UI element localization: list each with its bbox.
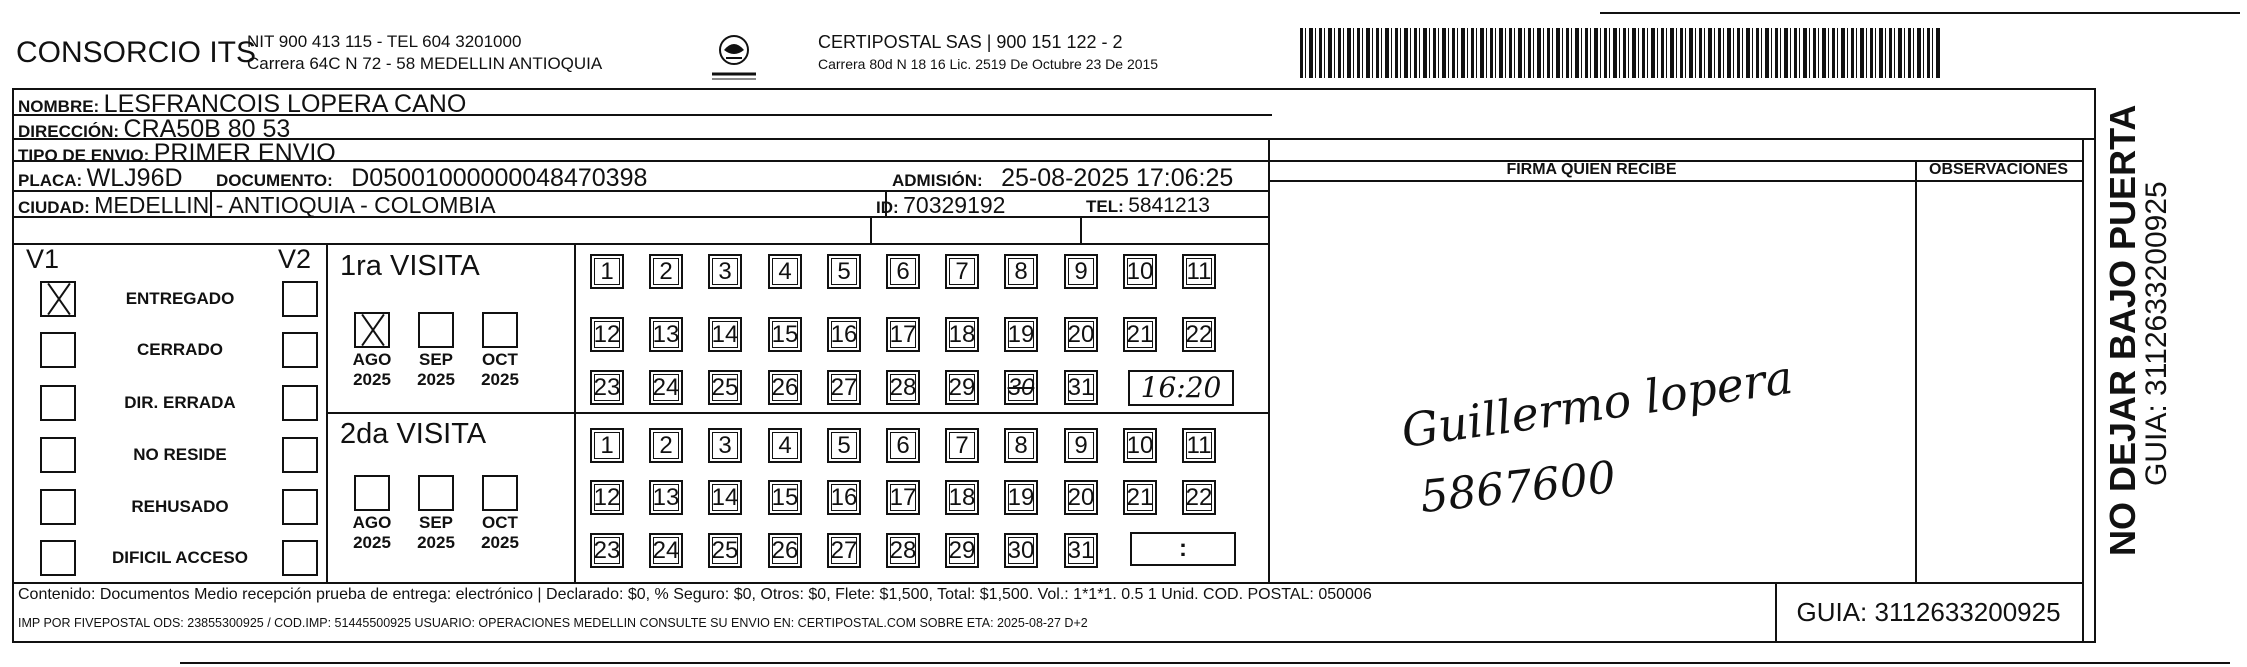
second-visit-day-box[interactable]: 14: [708, 480, 742, 515]
shipment-barcode: [1300, 28, 1940, 78]
second-visit-month-label: [473, 513, 527, 553]
first-visit-day-box[interactable]: 19: [1004, 317, 1038, 352]
first-visit-month-checkbox-ago[interactable]: [354, 312, 390, 348]
month-year: 2025: [481, 533, 519, 552]
observations-title: OBSERVACIONES: [1929, 161, 2068, 178]
status-option-label: CERRADO: [137, 340, 223, 359]
footer-guia: GUIA: 3112633200925: [1796, 597, 2061, 627]
side-guia: GUIA: 3112633200925: [2140, 181, 2173, 486]
signature-name: Guillermo lopera: [1398, 349, 1796, 459]
first-visit-day-box[interactable]: 9: [1064, 254, 1098, 289]
tel-label: TEL:: [1086, 197, 1124, 216]
first-visit-day-box[interactable]: 11: [1182, 254, 1216, 289]
first-visit-day-box[interactable]: 20: [1064, 317, 1098, 352]
second-visit-month-checkbox-sep[interactable]: [418, 475, 454, 511]
carrier-address: Carrera 80d N 18 16 Lic. 2519 De Octubre 23 De 2015: [818, 56, 1159, 72]
first-visit-day-box[interactable]: 2: [649, 254, 683, 289]
second-visit-day-box[interactable]: 27: [827, 533, 861, 568]
first-visit-day-box[interactable]: 8: [1004, 254, 1038, 289]
second-visit-day-box[interactable]: 22: [1182, 480, 1216, 515]
second-visit-day-box[interactable]: 18: [945, 480, 979, 515]
second-visit-day-box[interactable]: 16: [827, 480, 861, 515]
second-visit-day-box[interactable]: 24: [649, 533, 683, 568]
first-visit-month-label: [473, 350, 527, 390]
status-option-label: ENTREGADO: [125, 289, 235, 308]
first-visit-day-box[interactable]: 12: [590, 317, 624, 352]
month-name: AGO: [352, 513, 392, 532]
v2-checkbox-4[interactable]: [282, 437, 318, 473]
second-visit-day-box[interactable]: 23: [590, 533, 624, 568]
first-visit-day-box[interactable]: 18: [945, 317, 979, 352]
second-visit-day-box[interactable]: 12: [590, 480, 624, 515]
company-nit: NIT 900 413 115 - TEL 604 3201000: [247, 32, 522, 51]
address-label: DIRECCIÓN:: [18, 122, 120, 141]
second-visit-month-label: [345, 513, 399, 553]
footer-print-line: IMP POR FIVEPOSTAL ODS: 23855300925 / COD.IMP: 51445500925 USUARIO: OPERACIONES MEDELLIN CONSULTE SU ENVIO EN: CERTIPOSTAL.COM SOBRE ETA: 2025-08-27 D+2: [18, 616, 1088, 630]
month-name: AGO: [352, 350, 392, 369]
plate-value: WLJ96D: [86, 164, 183, 192]
recipient-address: CRA50B 80 53: [123, 115, 291, 143]
second-visit-day-box[interactable]: 1: [590, 428, 624, 463]
first-visit-day-box[interactable]: 1: [590, 254, 624, 289]
v2-label: V2: [278, 244, 312, 274]
document-cell: [216, 164, 647, 193]
signature-area: [1270, 182, 1913, 580]
second-visit-day-box[interactable]: 10: [1123, 428, 1157, 463]
second-visit-title: 2da VISITA: [340, 418, 487, 450]
month-year: 2025: [417, 533, 455, 552]
second-visit-day-box[interactable]: 5: [827, 428, 861, 463]
observations-area: [1917, 182, 2080, 580]
first-visit-day-box[interactable]: 7: [945, 254, 979, 289]
second-visit-day-box[interactable]: 9: [1064, 428, 1098, 463]
first-visit-month-label: [345, 350, 399, 390]
first-visit-day-box[interactable]: 27: [827, 370, 861, 405]
company-address: Carrera 64C N 72 - 58 MEDELLIN ANTIOQUIA: [247, 54, 603, 73]
second-visit-month-label: [409, 513, 463, 553]
admission-value: 25-08-2025 17:06:25: [1001, 164, 1234, 192]
second-visit-month-checkbox-ago[interactable]: [354, 475, 390, 511]
footer-content-line: Contenido: Documentos Medio recepción prueba de entrega: electrónico | Declarado: $0, % Seguro: $0, Otros: $0, Flete: $1,500, Total: $1,500. Vol.: 1*1*1. 0.5 1 Unid. COD. POSTAL: 050006: [18, 586, 1372, 603]
second-visit-day-box[interactable]: 11: [1182, 428, 1216, 463]
first-visit-time: 16:20: [1128, 370, 1234, 406]
first-visit-title: 1ra VISITA: [340, 250, 480, 282]
v1-checkbox-3[interactable]: [40, 385, 76, 421]
v1-checkbox-2[interactable]: [40, 332, 76, 368]
month-year: 2025: [353, 370, 391, 389]
second-visit-day-box[interactable]: 3: [708, 428, 742, 463]
company-name: CONSORCIO ITS: [16, 36, 257, 69]
city-cell: [18, 192, 496, 219]
v1-checkbox-1[interactable]: [40, 281, 76, 317]
second-visit-day-box[interactable]: 13: [649, 480, 683, 515]
signature-title: FIRMA QUIEN RECIBE: [1506, 161, 1677, 178]
status-option-label: NO RESIDE: [133, 445, 227, 464]
second-visit-day-box[interactable]: 29: [945, 533, 979, 568]
status-option-label: REHUSADO: [131, 497, 229, 516]
id-value: 70329192: [903, 192, 1006, 218]
second-visit-day-box[interactable]: 26: [768, 533, 802, 568]
first-visit-day-box[interactable]: 14: [708, 317, 742, 352]
second-visit-day-box[interactable]: 25: [708, 533, 742, 568]
v2-checkbox-6[interactable]: [282, 540, 318, 576]
document-label: DOCUMENTO:: [216, 171, 333, 190]
first-visit-day-box[interactable]: 17: [886, 317, 920, 352]
tel-value: 5841213: [1128, 194, 1210, 217]
v2-checkbox-3[interactable]: [282, 385, 318, 421]
second-visit-day-box[interactable]: 2: [649, 428, 683, 463]
admission-cell: [892, 164, 1233, 193]
second-visit-day-box[interactable]: 21: [1123, 480, 1157, 515]
send-type-label: TIPO DE ENVIO:: [18, 146, 150, 165]
certipostal-logo: [706, 28, 762, 86]
second-visit-day-box[interactable]: 20: [1064, 480, 1098, 515]
first-visit-day-box[interactable]: 26: [768, 370, 802, 405]
v1-checkbox-4[interactable]: [40, 437, 76, 473]
second-visit-day-box[interactable]: 15: [768, 480, 802, 515]
city-label: CIUDAD:: [18, 198, 90, 217]
v2-checkbox-1[interactable]: [282, 281, 318, 317]
second-visit-day-box[interactable]: 4: [768, 428, 802, 463]
certipostal-logo-icon: [706, 28, 762, 86]
second-visit-day-box[interactable]: 19: [1004, 480, 1038, 515]
send-type: PRIMER ENVIO: [153, 139, 336, 167]
second-visit-day-box[interactable]: 30: [1004, 533, 1038, 568]
plate-cell: [18, 164, 183, 193]
second-visit-day-box[interactable]: 17: [886, 480, 920, 515]
v2-checkbox-5[interactable]: [282, 489, 318, 525]
first-visit-day-box[interactable]: 30: [1004, 370, 1038, 405]
document-value: D05001000000048470398: [351, 164, 648, 192]
status-option-label: DIR. ERRADA: [124, 393, 236, 412]
month-name: SEP: [418, 513, 454, 532]
plate-label: PLACA:: [18, 171, 83, 190]
admission-label: ADMISIÓN:: [892, 171, 983, 190]
second-visit-day-box[interactable]: 6: [886, 428, 920, 463]
month-year: 2025: [481, 370, 519, 389]
v1-checkbox-5[interactable]: [40, 489, 76, 525]
first-visit-day-box[interactable]: 5: [827, 254, 861, 289]
status-option-label: DIFICIL ACCESO: [111, 548, 248, 567]
first-visit-month-label: [409, 350, 463, 390]
second-visit-day-box[interactable]: 28: [886, 533, 920, 568]
first-visit-month-checkbox-sep[interactable]: [418, 312, 454, 348]
first-visit-day-box[interactable]: 15: [768, 317, 802, 352]
no-leave-under-door-warning: NO DEJAR BAJO PUERTA: [2102, 104, 2143, 556]
second-visit-day-box[interactable]: 7: [945, 428, 979, 463]
second-visit-month-checkbox-oct[interactable]: [482, 475, 518, 511]
first-visit-day-box[interactable]: 16: [827, 317, 861, 352]
first-visit-day-box[interactable]: 6: [886, 254, 920, 289]
first-visit-day-box[interactable]: 13: [649, 317, 683, 352]
page-edge: [1600, 12, 2240, 14]
first-visit-day-box[interactable]: 10: [1123, 254, 1157, 289]
first-visit-day-box[interactable]: 3: [708, 254, 742, 289]
v1-label: V1: [26, 244, 60, 274]
first-visit-day-box[interactable]: 25: [708, 370, 742, 405]
month-name: OCT: [482, 513, 518, 532]
second-visit-day-box[interactable]: 31: [1064, 533, 1098, 568]
first-visit-day-box[interactable]: 28: [886, 370, 920, 405]
v1-checkbox-6[interactable]: [40, 540, 76, 576]
first-visit-day-box[interactable]: 4: [768, 254, 802, 289]
id-cell: [876, 192, 1005, 219]
month-year: 2025: [353, 533, 391, 552]
month-name: OCT: [482, 350, 518, 369]
first-visit-day-box[interactable]: 22: [1182, 317, 1216, 352]
month-name: SEP: [418, 350, 454, 369]
month-year: 2025: [417, 370, 455, 389]
first-visit-day-box[interactable]: 23: [590, 370, 624, 405]
first-visit-month-checkbox-oct[interactable]: [482, 312, 518, 348]
tel-cell: [1086, 194, 1210, 218]
second-visit-time: :: [1130, 532, 1236, 566]
first-visit-day-box[interactable]: 29: [945, 370, 979, 405]
carrier-name: CERTIPOSTAL SAS | 900 151 122 - 2: [818, 32, 1123, 52]
second-visit-day-box[interactable]: 8: [1004, 428, 1038, 463]
first-visit-day-box[interactable]: 21: [1123, 317, 1157, 352]
city-value: MEDELLIN - ANTIOQUIA - COLOMBIA: [94, 192, 496, 218]
v2-checkbox-2[interactable]: [282, 332, 318, 368]
first-visit-day-box[interactable]: 31: [1064, 370, 1098, 405]
recipient-name: LESFRANCOIS LOPERA CANO: [103, 90, 467, 118]
signature-number: 5867600: [1417, 451, 1619, 524]
id-label: ID:: [876, 198, 899, 217]
first-visit-day-box[interactable]: 24: [649, 370, 683, 405]
name-label: NOMBRE:: [18, 97, 100, 116]
